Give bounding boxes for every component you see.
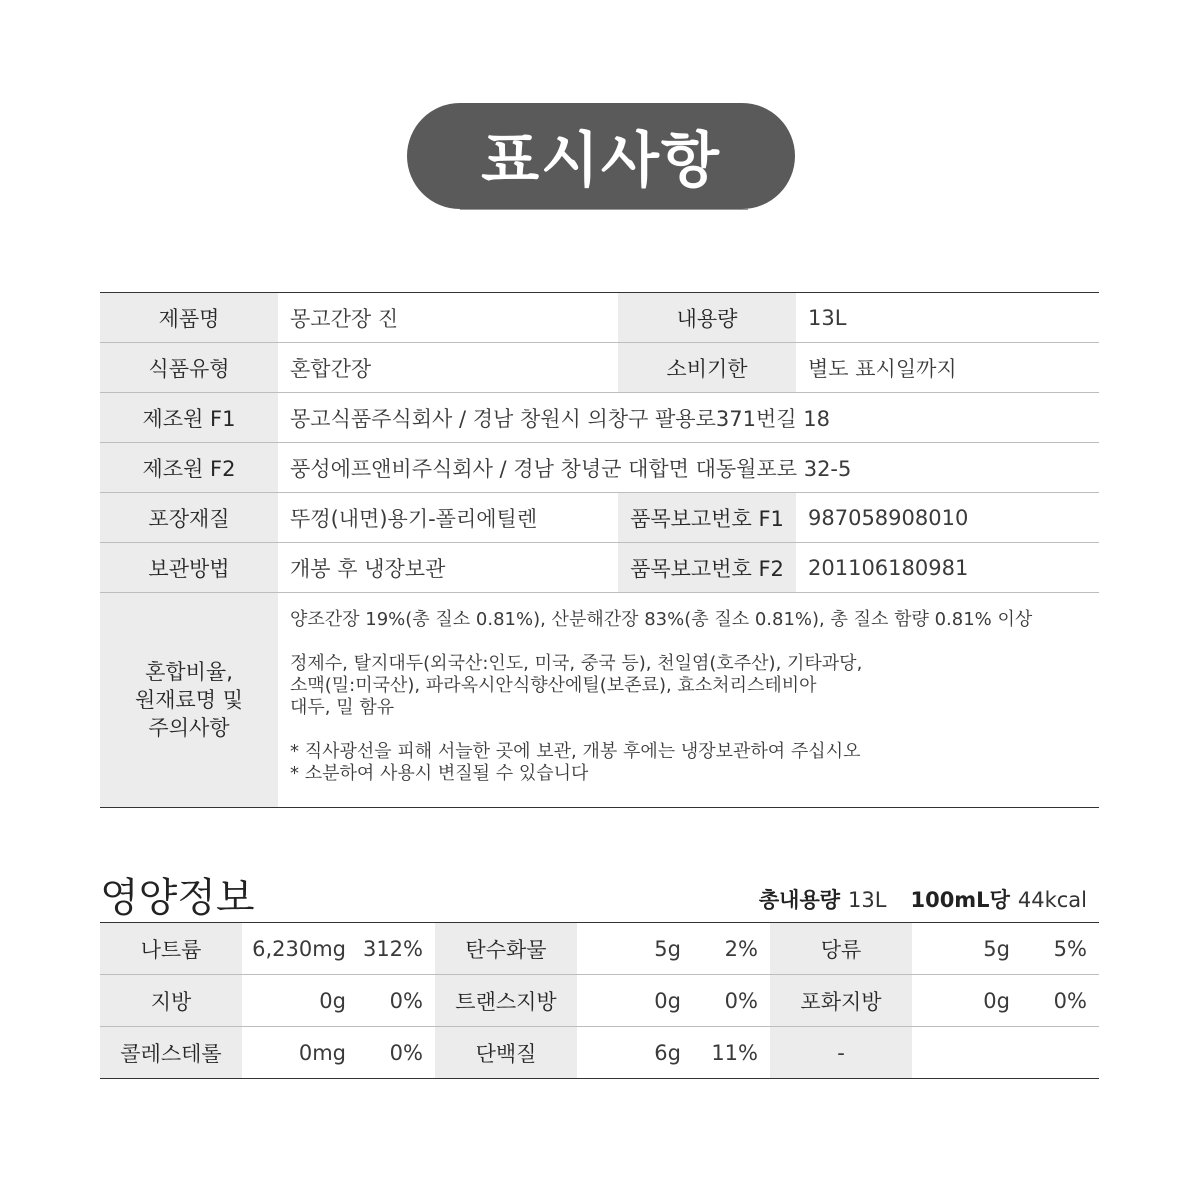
storage-label: 보관방법 (100, 543, 278, 593)
nutrition-table (100, 922, 1099, 1079)
caution-line: * 직사광선을 피해 서늘한 곳에 보관, 개봉 후에는 냉장보관하여 주십시오 (290, 741, 861, 762)
nutrient-name: 당류 (770, 923, 912, 975)
product-info-table (100, 292, 1099, 808)
table-row (100, 343, 1099, 393)
empty-nutrient-cell: - (770, 1027, 912, 1079)
nutrient-percent: 0% (1018, 975, 1099, 1027)
nutrient-amount: 5g (577, 923, 689, 975)
nutrient-percent: 11% (711, 1040, 758, 1065)
maker-f2-value: 풍성에프앤비주식회사 / 경남 창녕군 대합면 대동월포로 32-5 (278, 443, 1099, 493)
table-row (100, 593, 1099, 808)
total-volume-label: 총내용량 (758, 888, 841, 912)
ingredients-label-line: 주의사항 (148, 716, 230, 740)
ingredients-label (100, 593, 278, 808)
packaging-value: 뚜껑(내면)용기-폴리에틸렌 (278, 493, 618, 543)
nutrient-name: 탄수화물 (435, 923, 577, 975)
nutrient-amount: 5g (912, 923, 1018, 975)
title-underline (460, 209, 748, 210)
table-row (100, 975, 1099, 1027)
mix-ratio-text: 양조간장 19%(총 질소 0.81%), 산분해간장 83%(총 질소 0.81%), 총 질소 함량 0.81% 이상 (290, 609, 1033, 630)
product-name-label: 제품명 (100, 293, 278, 343)
food-type-value: 혼합간장 (278, 343, 618, 393)
volume-label: 내용량 (618, 293, 796, 343)
table-row (100, 393, 1099, 443)
nutrient-percent: 312% (354, 923, 435, 975)
volume-value: 13L (796, 293, 1099, 343)
nutrition-summary (759, 884, 1087, 914)
maker-f1-label: 제조원 F1 (100, 393, 278, 443)
report-f1-label: 품목보고번호 F1 (618, 493, 796, 543)
nutrient-amount: 0g (242, 975, 354, 1027)
ingredients-notes (278, 593, 1099, 808)
report-f2-value: 201106180981 (796, 543, 1099, 593)
report-f2-label: 품목보고번호 F2 (618, 543, 796, 593)
nutrition-heading: 영양정보 (100, 875, 255, 921)
ingredients-line: 소맥(밀:미국산), 파라옥시안식향산에틸(보존료), 효소처리스테비아 (290, 675, 817, 696)
maker-f2-label: 제조원 F2 (100, 443, 278, 493)
ingredients-label-line: 혼합비율, (145, 660, 233, 684)
total-volume-value: 13L (848, 888, 887, 912)
caution-line: * 소분하여 사용시 변질될 수 있습니다 (290, 763, 589, 784)
table-row (100, 543, 1099, 593)
nutrient-percent (1018, 1027, 1099, 1079)
nutrient-percent: 5% (1018, 923, 1099, 975)
nutrient-percent: 0% (689, 975, 770, 1027)
nutrient-name: 나트륨 (100, 923, 242, 975)
nutrient-name: 단백질 (435, 1027, 577, 1079)
ingredients-label-line: 원재료명 및 (134, 688, 244, 712)
nutrient-name: 트랜스지방 (435, 975, 577, 1027)
report-f1-value: 987058908010 (796, 493, 1099, 543)
allergen-line: 대두, 밀 함유 (290, 697, 395, 718)
nutrient-amount (912, 1027, 1018, 1079)
nutrient-amount: 6,230mg (242, 923, 354, 975)
table-row (100, 293, 1099, 343)
calories-value: 44kcal (1017, 888, 1087, 912)
packaging-label: 포장재질 (100, 493, 278, 543)
table-row (100, 493, 1099, 543)
maker-f1-value: 몽고식품주식회사 / 경남 창원시 의창구 팔용로371번길 18 (278, 393, 1099, 443)
nutrient-amount: 6g (654, 1040, 681, 1065)
ingredients-line: 정제수, 탈지대두(외국산:인도, 미국, 중국 등), 천일염(호주산), 기타과당, (290, 653, 863, 674)
food-type-label: 식품유형 (100, 343, 278, 393)
storage-value: 개봉 후 냉장보관 (278, 543, 618, 593)
table-row (100, 1027, 1099, 1079)
nutrient-amount: 0mg (298, 1040, 346, 1065)
expiry-value: 별도 표시일까지 (796, 343, 1099, 393)
nutrient-name: 포화지방 (770, 975, 912, 1027)
table-row (100, 923, 1099, 975)
page-title: 표시사항 (407, 103, 795, 209)
product-name-value: 몽고간장 진 (278, 293, 618, 343)
nutrient-name: 지방 (100, 975, 242, 1027)
caution-text (290, 741, 1087, 785)
nutrient-percent: 2% (689, 923, 770, 975)
nutrient-amount: 0g (912, 975, 1018, 1027)
expiry-label: 소비기한 (618, 343, 796, 393)
per-serving-label: 100mL당 (910, 888, 1010, 912)
nutrient-name: 콜레스테롤 (100, 1027, 242, 1079)
table-row (100, 443, 1099, 493)
nutrient-percent: 0% (389, 1040, 423, 1065)
ingredients-text (290, 653, 1087, 719)
nutrient-amount: 0g (577, 975, 689, 1027)
nutrient-percent: 0% (354, 975, 435, 1027)
